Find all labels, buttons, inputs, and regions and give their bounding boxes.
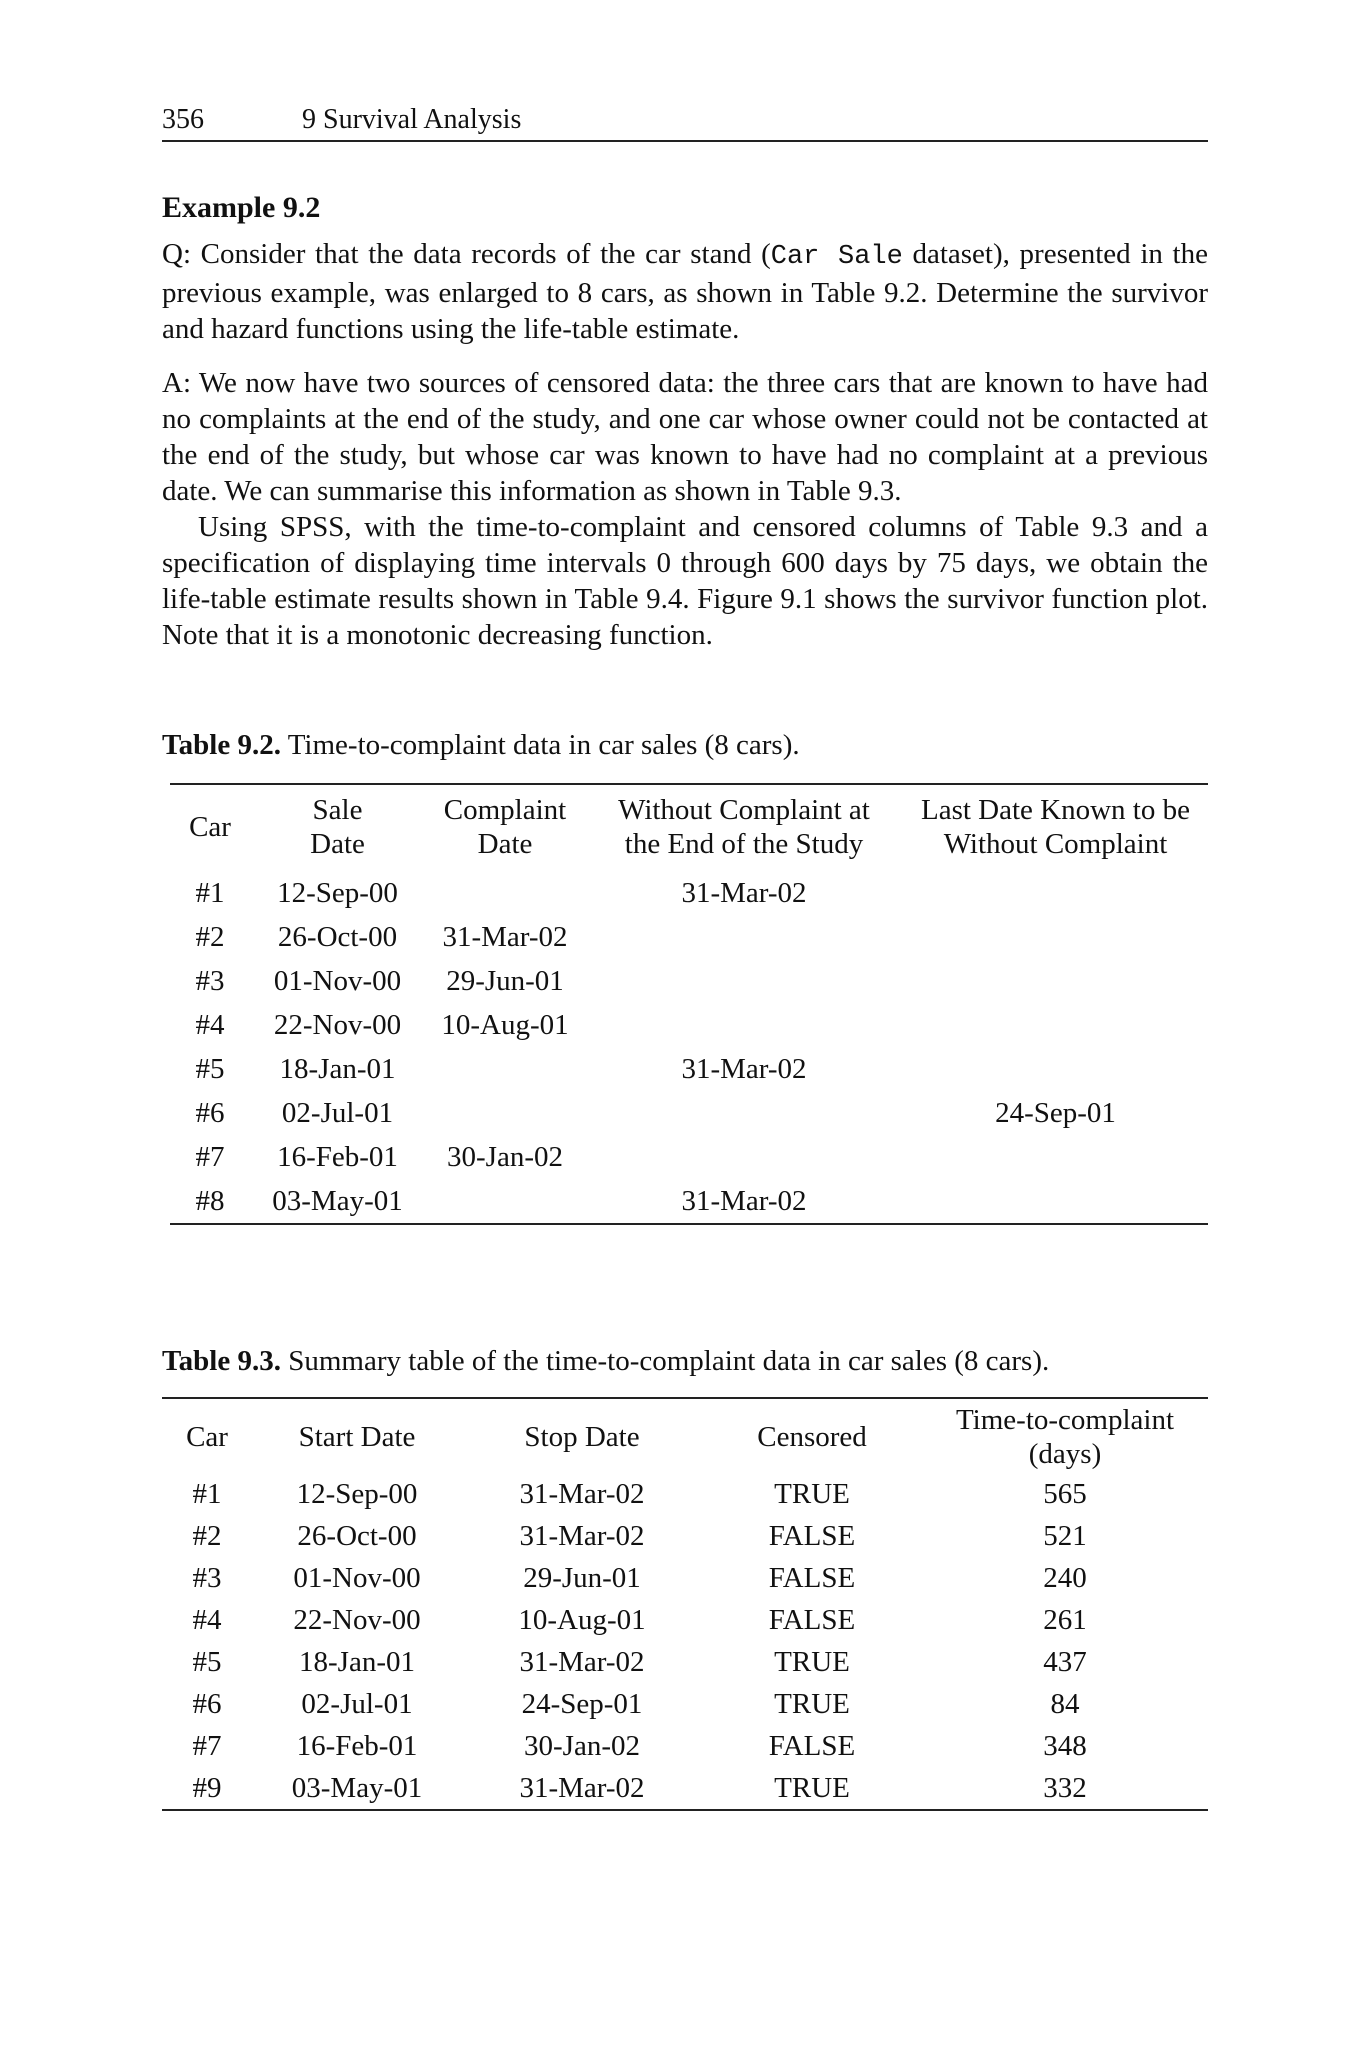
table-9-3-cell: FALSE [768, 1603, 856, 1636]
table-9-2-cell [425, 871, 585, 915]
table-9-2-cell [903, 959, 1208, 1003]
table-9-2-header-line: the End of the Study [624, 828, 864, 860]
table-9-3-cell: #2 [192, 1519, 222, 1552]
table-9-3-cell: #3 [192, 1561, 222, 1594]
table-9-2-cell: 31-Mar-02 [681, 876, 807, 909]
table-9-2-header-line: Without Complaint [943, 828, 1168, 860]
question-paragraph [162, 236, 1208, 347]
table-9-3-header-cell [252, 1398, 462, 1473]
table-9-2-header-cell [585, 784, 903, 871]
table-row [170, 1091, 1208, 1135]
table-9-3-cell: FALSE [768, 1519, 856, 1552]
table-row [162, 1725, 1208, 1767]
table-9-3-cell: 18-Jan-01 [299, 1645, 415, 1678]
table-9-3-cell: #7 [192, 1729, 222, 1762]
table-9-2-cell [903, 871, 1208, 915]
table-9-2-header-line: Date [477, 828, 533, 860]
table-row [162, 1515, 1208, 1557]
table-9-3-cell: 16-Feb-01 [296, 1729, 418, 1762]
table-9-3-header-line: Car [186, 1421, 228, 1453]
table-9-3-cell: 26-Oct-00 [297, 1519, 417, 1552]
table-9-3-cell: FALSE [768, 1561, 856, 1594]
table-9-2-cell: 10-Aug-01 [441, 1008, 569, 1041]
table-9-2 [170, 783, 1208, 1225]
table-9-3-cell: 521 [1043, 1519, 1087, 1552]
table-9-2-cell [903, 1135, 1208, 1179]
table-9-3-cell: 565 [1043, 1477, 1087, 1510]
table-9-3-cell: TRUE [774, 1771, 850, 1804]
table-row [170, 1003, 1208, 1047]
table-9-2-cell [585, 915, 903, 959]
answer-paragraph: A: We now have two sources of censored data: the three cars that are known to have had no complaints at the end of the study, and one car whose owner could not be contacted at the end of the study, but whose car was known to have had no complaint at a previous date. We can summarise this information as shown in Table 9.3. [162, 367, 1208, 507]
table-row [170, 915, 1208, 959]
example-heading: Example 9.2 [162, 191, 321, 224]
table-9-3-cell: 29-Jun-01 [523, 1561, 641, 1594]
table-9-2-cell: #1 [195, 876, 225, 909]
table-row [170, 959, 1208, 1003]
table-9-2-cell [903, 1047, 1208, 1091]
table-9-2-cell [425, 1179, 585, 1224]
table-9-2-cell: 31-Mar-02 [681, 1052, 807, 1085]
table-9-3-cell: 437 [1043, 1645, 1087, 1678]
table-9-2-body [170, 871, 1208, 1224]
table-9-2-label: Table 9.2. [162, 729, 281, 761]
table-9-3-cell: 22-Nov-00 [293, 1603, 421, 1636]
table-9-3-cell: 12-Sep-00 [296, 1477, 418, 1510]
table-9-3-cell: 240 [1043, 1561, 1087, 1594]
table-9-2-cell: 18-Jan-01 [279, 1052, 396, 1085]
table-9-2-cell [585, 1091, 903, 1135]
question-text-end: dataset), presented in the previous example, was enlarged to 8 cars, as shown in Table 9.2. Determine the survivor and hazard functions using the life-table estimate. [162, 238, 1208, 345]
table-9-3-header-line: Time-to-complaint [955, 1404, 1175, 1436]
table-9-2-header-line: Complaint [443, 794, 567, 826]
table-row [162, 1683, 1208, 1725]
table-9-2-cell: 24-Sep-01 [995, 1096, 1116, 1129]
table-9-2-cell: 29-Jun-01 [446, 964, 564, 997]
table-9-3-header-cell [702, 1398, 922, 1473]
page-content [162, 188, 1208, 1811]
table-9-2-cell: 31-Mar-02 [681, 1184, 807, 1217]
table-9-3-cell: 03-May-01 [291, 1771, 423, 1804]
table-9-3-header-row [162, 1398, 1208, 1473]
table-9-3-header-line: Censored [757, 1421, 867, 1453]
table-row [170, 1047, 1208, 1091]
table-9-2-cell: #2 [195, 920, 225, 953]
table-9-3-cell: #9 [192, 1771, 222, 1804]
table-9-3-header-cell [922, 1398, 1208, 1473]
table-9-2-header-line: Sale [312, 794, 363, 826]
table-9-3-cell: #5 [192, 1645, 222, 1678]
table-row [170, 1135, 1208, 1179]
table-9-2-caption [162, 727, 1208, 763]
table-row [162, 1599, 1208, 1641]
table-9-2-cell: #4 [195, 1008, 225, 1041]
table-9-2-cell: #6 [195, 1096, 225, 1129]
table-9-2-header-line: Last Date Known to be [921, 794, 1190, 826]
table-9-3-header-cell [462, 1398, 702, 1473]
table-9-3-cell: FALSE [768, 1729, 856, 1762]
table-9-2-cell [903, 1179, 1208, 1224]
table-9-2-cell [903, 915, 1208, 959]
table-9-2-cell [425, 1091, 585, 1135]
table-9-3-cell: TRUE [774, 1687, 850, 1720]
table-9-3-caption [162, 1343, 1208, 1379]
table-9-3-cell: 10-Aug-01 [518, 1603, 646, 1636]
table-9-2-header-cell [250, 784, 425, 871]
table-9-2-header-cell [170, 784, 250, 871]
table-9-3-title: Summary table of the time-to-complaint data in car sales (8 cars). [281, 1345, 1050, 1377]
table-9-2-header-cell [425, 784, 585, 871]
table-9-3-cell: 31-Mar-02 [519, 1771, 645, 1804]
table-9-3-header-line: (days) [1028, 1438, 1102, 1470]
table-9-2-cell: 01-Nov-00 [273, 964, 402, 997]
table-9-2-header-cell [903, 784, 1208, 871]
table-9-3-cell: TRUE [774, 1477, 850, 1510]
table-9-2-cell: #7 [195, 1140, 225, 1173]
table-9-2-cell: 30-Jan-02 [447, 1140, 563, 1173]
page-number: 356 [162, 104, 204, 135]
table-9-3-cell: 24-Sep-01 [521, 1687, 643, 1720]
table-9-2-title: Time-to-complaint data in car sales (8 cars). [281, 729, 800, 761]
table-row [162, 1641, 1208, 1683]
table-9-2-cell [585, 1003, 903, 1047]
table-9-3-cell: 348 [1043, 1729, 1087, 1762]
table-9-3-cell: #6 [192, 1687, 222, 1720]
table-9-3-cell: 261 [1043, 1603, 1087, 1636]
table-9-3-cell: #4 [192, 1603, 222, 1636]
table-9-3-header-line: Stop Date [524, 1421, 640, 1453]
table-9-2-header-line: Date [310, 828, 365, 860]
table-9-2-cell: 02-Jul-01 [281, 1096, 394, 1129]
table-9-2-cell [585, 959, 903, 1003]
table-9-3-label: Table 9.3. [162, 1345, 281, 1377]
table-9-2-cell: 26-Oct-00 [277, 920, 398, 953]
table-9-3-body [162, 1473, 1208, 1810]
table-row [170, 1179, 1208, 1224]
table-9-3-header-cell [162, 1398, 252, 1473]
table-9-3-cell: #1 [192, 1477, 222, 1510]
table-9-2-cell: 31-Mar-02 [442, 920, 568, 953]
table-9-3-cell: 31-Mar-02 [519, 1645, 645, 1678]
table-9-2-header-line: Car [189, 811, 231, 843]
table-9-3-cell: TRUE [774, 1645, 850, 1678]
table-9-2-cell: 03-May-01 [272, 1184, 403, 1217]
table-row [162, 1767, 1208, 1810]
table-9-2-cell: 12-Sep-00 [277, 876, 398, 909]
table-9-2-cell [585, 1135, 903, 1179]
table-9-3-cell: 01-Nov-00 [293, 1561, 421, 1594]
table-9-2-header-row [170, 784, 1208, 871]
running-head [162, 96, 1208, 142]
dataset-name: Car Sale [770, 242, 903, 272]
table-9-2-cell: 16-Feb-01 [277, 1140, 398, 1173]
table-9-3-cell: 31-Mar-02 [519, 1477, 645, 1510]
table-row [162, 1557, 1208, 1599]
table-9-3-cell: 02-Jul-01 [301, 1687, 413, 1720]
table-9-2-cell: 22-Nov-00 [273, 1008, 402, 1041]
table-9-3-cell: 84 [1050, 1687, 1080, 1720]
table-9-3 [162, 1397, 1208, 1811]
table-row [162, 1473, 1208, 1515]
table-9-2-cell: #3 [195, 964, 225, 997]
table-9-2-cell [425, 1047, 585, 1091]
table-row [170, 871, 1208, 915]
table-9-2-cell: #8 [195, 1184, 225, 1217]
spss-paragraph: Using SPSS, with the time-to-complaint and censored columns of Table 9.3 and a specification of displaying time intervals 0 through 600 days by 75 days, we obtain the life-table estimate results shown in Table 9.4. Figure 9.1 shows the survivor function plot. Note that it is a monotonic decreasing function. [162, 511, 1208, 651]
chapter-title: 9 Survival Analysis [302, 104, 522, 135]
table-9-3-cell: 31-Mar-02 [519, 1519, 645, 1552]
table-9-3-cell: 332 [1043, 1771, 1087, 1804]
table-9-2-cell: #5 [195, 1052, 225, 1085]
table-9-2-cell [903, 1003, 1208, 1047]
table-9-3-header-line: Start Date [298, 1421, 416, 1453]
question-text-start: Q: Consider that the data records of the car stand ( [162, 238, 771, 270]
table-9-2-header-line: Without Complaint at [618, 794, 870, 826]
table-9-3-cell: 30-Jan-02 [524, 1729, 640, 1762]
